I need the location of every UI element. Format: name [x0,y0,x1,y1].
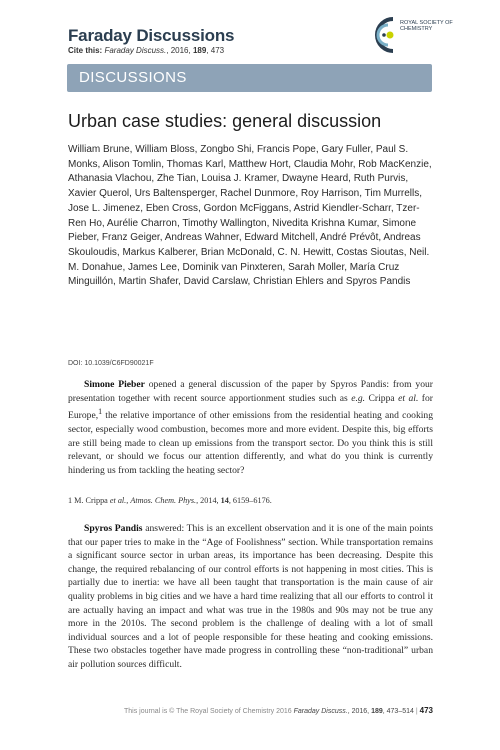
page-number: 473 [419,706,433,715]
article-title: Urban case studies: general discussion [68,111,382,131]
citation-line [68,46,224,55]
banner-label: DISCUSSIONS [79,69,187,86]
journal-name: Faraday Discussions [68,26,235,45]
page-footer: This journal is © The Royal Society of Chemistry 2016 Faraday Discuss., 2016, 189, 473–514 | 473 [124,706,433,715]
doi-link[interactable]: DOI: 10.1039/C6FD90021F [68,360,154,367]
speaker-name: Simone Pieber [84,379,145,390]
reference-marker[interactable]: 1 [98,407,103,417]
reference-number: 1 [68,496,73,505]
reference-item: 1 M. Crippa et al., Atmos. Chem. Phys., 2014, 14, 6159–6176. [68,496,272,505]
rsc-logo-text: ROYAL SOCIETY OF CHEMISTRY [400,20,453,32]
discussion-paragraph: Spyros Pandis answered: This is an excellent observation and it is one of the main points that our paper tries to make in the “Age of Foolishness” section. While transportation remains a significant source sector in urban areas, its importance has been decreasing. Despite this change, the required rebalancing of our control efforts is not happening in most cities. This is partially due to inertia: we have all been taught that transportation is the main cause of air quality problems in big cities and we have a hard time realizing that all our efforts to control it are actually having an impact and what was true in the 1980s and 90s may not be true any more in the 2010s. The second problem is the challenge of dealing with a lot of small individual sources and a lot of people responsible for these heating and cooking emissions. These two obstacles together have made progress in controlling these “non-traditional” urban air pollution sources difficult. [68,523,433,670]
cite-volume: 189 [192,46,207,55]
cite-journal: Faraday Discuss. [104,46,167,55]
reference-journal: Atmos. Chem. Phys. [130,496,197,505]
cite-year: , 2016, [166,46,193,55]
section-banner [67,64,432,92]
discussion-paragraph: Simone Pieber opened a general discussion of the paper by Spyros Pandis: from your presentation together with recent source apportionment studies such as e.g. Crippa et al. for Europe,$^1$ the relative importance of other emissions from the residential heating and cooking sector, especially wood combustion, becomes more and more evident. Despite this, big efforts are still being made to clean up emissions from the transport sector. Do you think this is still relevant, or should we focus our attention differently, and what do you think is currently hindering us from tackling the heating sector? [68,379,433,476]
footer-separator: | [415,708,418,715]
copyright-text: This journal is © The Royal Society of Chemistry 2016 [124,708,292,715]
cite-label: Cite this: [68,46,103,55]
footer-journal: Faraday Discuss. [293,708,348,715]
author-list: William Brune, William Bloss, Zongbo Shi, Francis Pope, Gary Fuller, Paul S. Monks, Alison Tomlin, Thomas Karl, Matthew Hort, Claudia Mohr, Rob MacKenzie, Athanasia Vlachou, Zhe Tian, Louisa J. Kramer, Dwayne Heard, Ruth Purvis, Xavier Querol, Urs Baltensperger, Rachel Dunmore, Roy Harrison, Tim Murrells, Jose L. Jimenez, Eben Cross, Gordon McFiggans, Astrid Kiendler-Scharr, Tzer-Ren Ho, Aurélie Charron, Timothy Wallington, Nivedita Krishna Kumar, Simone Pieber, Franz Geiger, Andreas Wahner, Edward Mitchell, André Prévôt, Andreas Skouloudis, Markus Kalberer, Brian McDonald, C. N. Hewitt, Costas Sioutas, Neil. M. Donahue, James Lee, Dominik van Pinxteren, Sarah Moller, María Cruz Minguillón, Martin Shafer, David Carslaw, Christian Ehlers and Spyros Pandis [68,144,432,288]
speaker-name: Spyros Pandis [84,523,143,534]
cite-page: , 473 [206,46,225,55]
